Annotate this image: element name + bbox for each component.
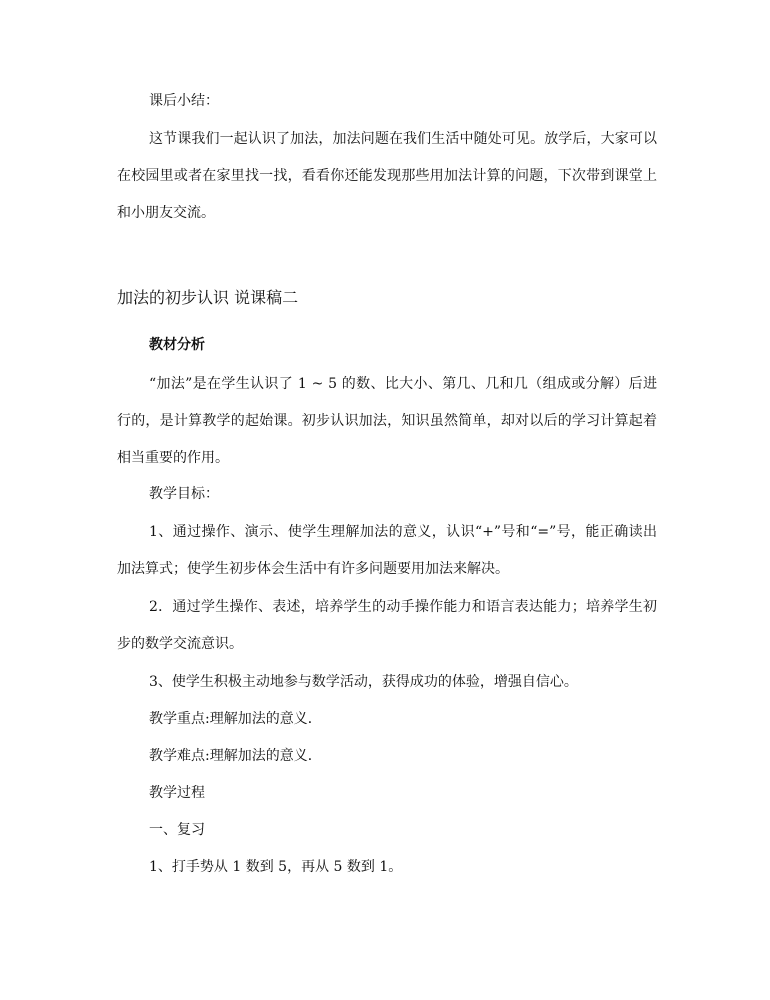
key-point: 教学重点:理解加法的意义． (149, 711, 322, 727)
materials-label: 教材分析 (149, 337, 205, 353)
materials-body: “加法”是在学生认识了 1 ~ 5 的数、比大小、第几、几和几（组成或分解）后进行的，是计算教学的起始课。初步认识加法，知识虽然简单，却对以后的学习计算起着相当重要的作用。 (117, 376, 657, 466)
difficult-point: 教学难点:理解加法的意义． (149, 748, 322, 764)
review-label: 一、复习 (149, 822, 205, 838)
summary-label: 课后小结： (149, 93, 219, 109)
process-label: 教学过程 (149, 785, 205, 801)
goal-1: 1、通过操作、演示、使学生理解加法的意义，认识“+”号和“=”号，能正确读出加法算式；使学生初步体会生活中有许多问题要用加法来解决。 (117, 524, 657, 577)
review-item-1: 1、打手势从 1 数到 5，再从 5 数到 1。 (149, 859, 403, 875)
goal-3: 3、使学生积极主动地参与数学活动，获得成功的体验，增强自信心。 (149, 674, 578, 690)
goals-label: 教学目标： (149, 486, 219, 502)
goal-2: 2．通过学生操作、表述，培养学生的动手操作能力和语言表达能力；培养学生初步的数学交流意识。 (117, 599, 657, 652)
summary-body: 这节课我们一起认识了加法，加法问题在我们生活中随处可见。放学后，大家可以在校园里或者在家里找一找，看看你还能发现那些用加法计算的问题，下次带到课堂上和小朋友交流。 (117, 131, 657, 221)
section-title: 加法的初步认识 说课稿二 (117, 288, 299, 307)
